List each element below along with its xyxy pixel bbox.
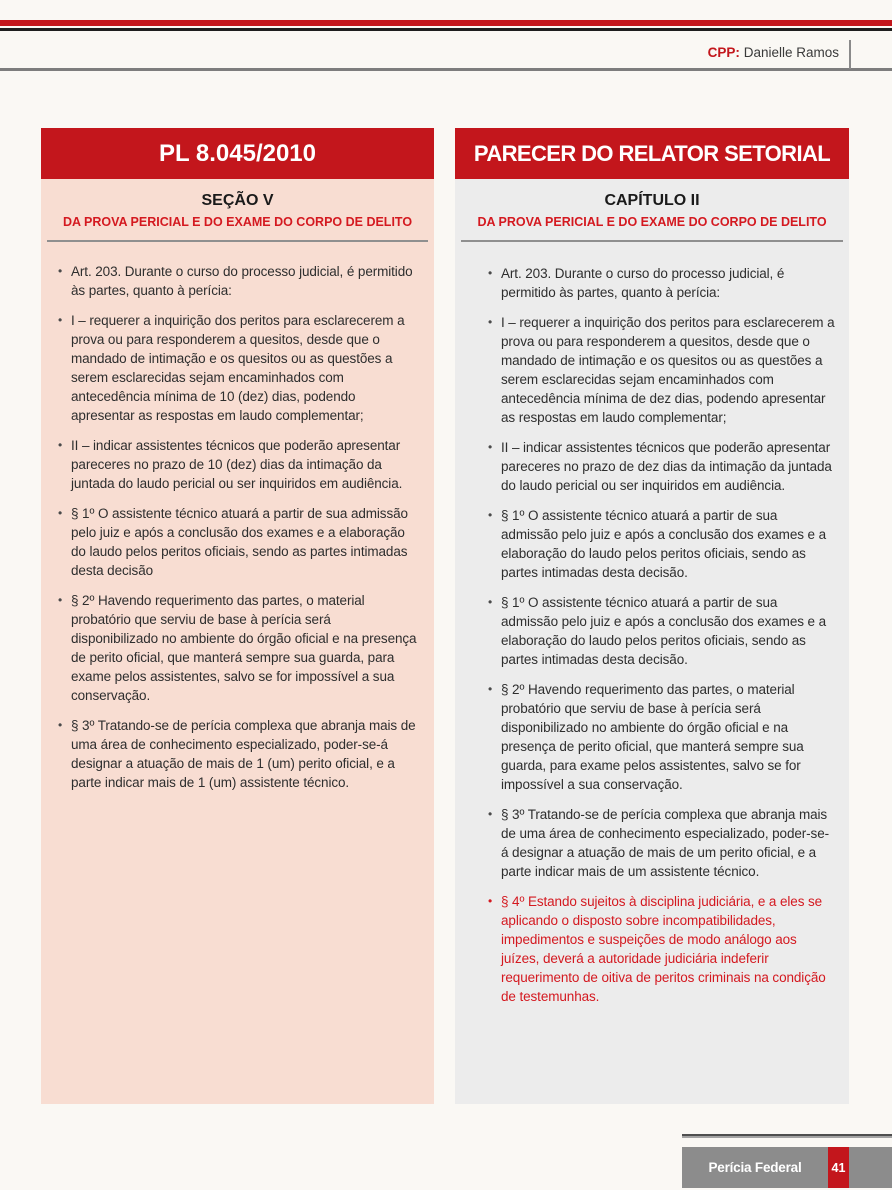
list-item-text: § 1º O assistente técnico atuará a partir de sua admissão pelo juiz e após a conclusão dos exames e a elaboração do laudo pelos peritos oficiais, sendo as partes intimadas desta decisão: [71, 506, 408, 578]
column-parecer-relator: [455, 128, 849, 1104]
column-title: PARECER DO RELATOR SETORIAL: [455, 128, 849, 179]
section-subtitle: DA PROVA PERICIAL E DO EXAME DO CORPO DE DELITO: [477, 215, 827, 229]
column-title: PL 8.045/2010: [41, 128, 434, 179]
list-item-text: I – requerer a inquirição dos peritos para esclarecerem a prova ou para responderem a quesitos, desde que o mandado de intimação e os quesitos ou as questões a serem esclarecidas sejam encaminhados com antecedência mínima de 10 (dez) dias, podendo apresentar as respostas em laudo complementar;: [71, 313, 405, 423]
column-pl-8045-2010: [41, 128, 434, 1104]
footer-top-rule: [682, 1134, 892, 1138]
list-item-text: § 1º O assistente técnico atuará a partir de sua admissão pelo juiz e após a conclusão dos exames e a elaboração do laudo pelos peritos oficiais, sendo as partes intimadas desta decisão.: [501, 508, 826, 580]
list-item: [57, 262, 421, 300]
list-item-text: § 1º O assistente técnico atuará a partir de sua admissão pelo juiz e após a conclusão dos exames e a elaboração do laudo pelos peritos oficiais, sendo as partes intimadas desta decisão.: [501, 595, 826, 667]
list-item: [487, 593, 835, 669]
article-list: [41, 242, 434, 792]
article-list: [455, 242, 849, 1006]
top-black-bar: [0, 28, 892, 31]
list-item: [487, 680, 835, 794]
section-title: CAPÍTULO II: [604, 192, 700, 209]
list-item: [487, 892, 835, 1006]
list-item: [57, 591, 421, 705]
list-item: [487, 506, 835, 582]
column-subheader: [41, 179, 434, 242]
magazine-title: Perícia Federal: [708, 1160, 802, 1175]
column-subheader: [455, 179, 849, 242]
list-item: [57, 311, 421, 425]
list-item: [57, 716, 421, 792]
list-item-text: § 3º Tratando-se de perícia complexa que abranja mais de uma área de conhecimento especializado, poder-se-á designar a atuação de mais de 1 (um) perito oficial, e a parte indicar mais de 1 (um) assistente técnico.: [71, 718, 416, 790]
header-author-tab: [694, 40, 851, 69]
list-item-text: II – indicar assistentes técnicos que poderão apresentar pareceres no prazo de 10 (dez) dias da intimação da juntada do laudo pericial ou ser inquiridos em audiência.: [71, 438, 403, 491]
list-item-text: § 4º Estando sujeitos à disciplina judiciária, e a eles se aplicando o disposto sobre incompatibilidades, impedimentos e suspeições de modo análogo aos juízes, deverá a autoridade judiciária indeferir requerimento de oitiva de peritos criminais na condição de testemunhas.: [501, 894, 826, 1004]
header-author-name: Danielle Ramos: [743, 45, 839, 60]
list-item-text: § 3º Tratando-se de perícia complexa que abranja mais de uma área de conhecimento especializado, poder-se-á designar a atuação de mais de um perito oficial, e a parte indicar mais de um assistente técnico.: [501, 807, 830, 879]
list-item-text: § 2º Havendo requerimento das partes, o material probatório que serviu de base à perícia será disponibilizado no ambiente do órgão oficial e na presença de perito oficial, que manterá sempre sua guarda, para exame pelos assistentes, salvo se for impossível a sua conservação.: [71, 593, 417, 703]
top-red-bar: [0, 20, 892, 26]
footer-filler: [849, 1147, 892, 1188]
list-item: [487, 313, 835, 427]
list-item-text: Art. 203. Durante o curso do processo judicial, é permitido às partes, quanto à perícia:: [501, 266, 785, 300]
section-title: SEÇÃO V: [201, 192, 274, 209]
list-item: [487, 805, 835, 881]
list-item-text: Art. 203. Durante o curso do processo judicial, é permitido às partes, quanto à perícia:: [71, 264, 413, 298]
list-item: [487, 438, 835, 495]
footer-bar: [682, 1147, 892, 1188]
list-item: [57, 504, 421, 580]
list-item: [57, 436, 421, 493]
list-item-text: II – indicar assistentes técnicos que poderão apresentar pareceres no prazo de dez dias da intimação da juntada do laudo pericial ou ser inquiridos em audiência.: [501, 440, 832, 493]
header-section-label: CPP:: [707, 45, 740, 60]
page-number-badge: 41: [828, 1147, 849, 1188]
list-item-text: § 2º Havendo requerimento das partes, o material probatório que serviu de base à perícia será disponibilizado no ambiente do órgão oficial e na presença de perito oficial, que manterá sempre sua guarda, para exame pelos assistentes, salvo se for impossível a sua conservação.: [501, 682, 804, 792]
section-subtitle: DA PROVA PERICIAL E DO EXAME DO CORPO DE DELITO: [62, 215, 413, 229]
list-item-text: I – requerer a inquirição dos peritos para esclarecerem a prova ou para responderem a quesitos, desde que o mandado de intimação e os quesitos ou as questões a serem esclarecidas sejam encaminhados com antecedência mínima de dez dias, podendo apresentar as respostas em laudo complementar;: [501, 315, 835, 425]
list-item: [487, 264, 835, 302]
